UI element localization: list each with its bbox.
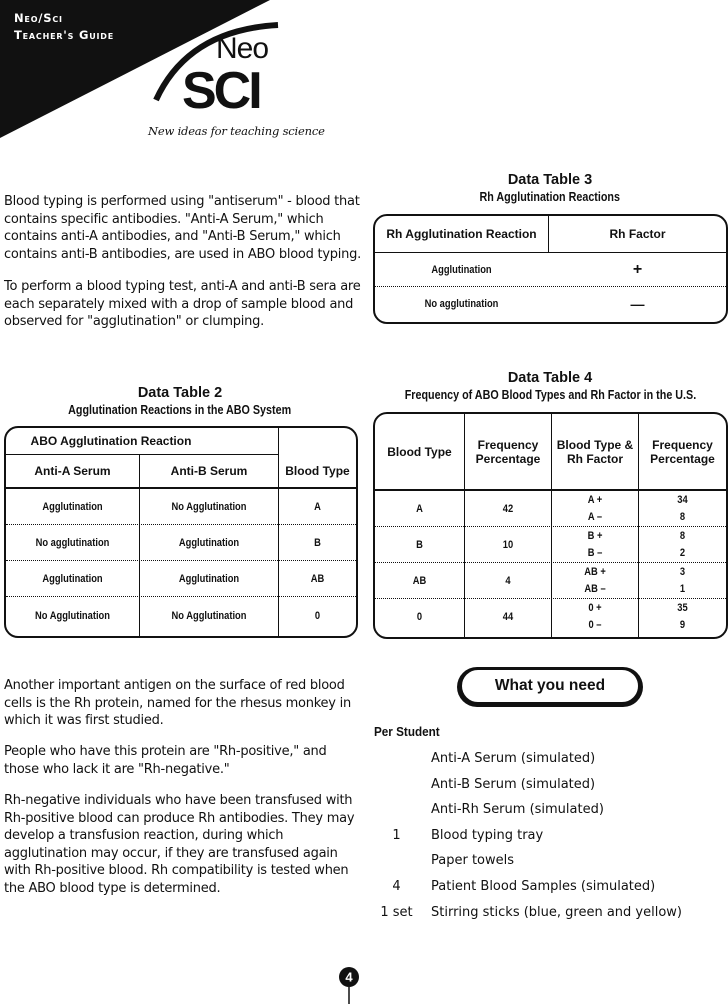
table3-cell: — — [630, 295, 645, 312]
table4-cell: 0 + — [588, 601, 602, 614]
page-number: 4 — [345, 969, 353, 985]
table3-subtitle: Rh Agglutination Reactions — [479, 190, 621, 204]
table2-cell: AB — [310, 572, 325, 585]
table4-header-blood-type-rh: Blood Type & Rh Factor — [556, 437, 634, 466]
table2-cell: Agglutination — [178, 572, 240, 585]
table3-cell: + — [632, 260, 643, 278]
brand-header — [14, 10, 114, 44]
material-qty: 1 — [392, 828, 401, 843]
table2-cell: A — [314, 500, 321, 513]
table4-cell: B + — [587, 529, 603, 542]
table2-cell: Agglutination — [42, 500, 103, 513]
table4-cell: 0 – — [588, 618, 602, 631]
material-name: Blood typing tray — [431, 828, 544, 843]
table4-cell: 2 — [679, 546, 686, 559]
logo-neo-text: Neo — [216, 32, 269, 65]
table2-cell: Agglutination — [178, 536, 240, 549]
table4-cell: 35 — [677, 601, 688, 614]
table4-cell: 8 — [679, 510, 686, 523]
table4-cell: AB – — [584, 582, 606, 595]
table4-cell: 1 — [679, 582, 686, 595]
brand-line-2: Teacher's Guide — [14, 28, 114, 42]
table4-cell: 9 — [679, 618, 686, 631]
table2-cell: B — [314, 536, 321, 549]
table2-header-anti-a: Anti-A Serum — [34, 464, 111, 478]
table2-cell: No agglutination — [35, 536, 110, 549]
neosci-logo — [148, 20, 298, 120]
table2-caption — [4, 385, 356, 419]
table4 — [373, 412, 728, 639]
table2-cell: No Agglutination — [35, 609, 110, 622]
table3 — [373, 214, 728, 324]
table3-header-factor: Rh Factor — [609, 227, 666, 241]
rh-paragraph-1: Another important antigen on the surface of red blood cells is the Rh protein, named for the rhesus monkey in which it was first studied. — [4, 678, 351, 729]
table2-cell: No Agglutination — [171, 609, 247, 622]
table4-cell: 4 — [505, 574, 511, 587]
table4-cell: AB — [412, 574, 427, 587]
table3-header-reaction: Rh Agglutination Reaction — [386, 227, 537, 241]
table4-cell: A – — [587, 510, 603, 523]
table4-cell: A — [416, 502, 423, 515]
material-name: Stirring sticks (blue, green and yellow) — [431, 905, 682, 920]
table2 — [4, 426, 358, 638]
material-name: Anti-Rh Serum (simulated) — [431, 802, 604, 817]
table3-title: Data Table 3 — [507, 172, 593, 188]
table2-header-anti-b: Anti-B Serum — [170, 464, 248, 478]
material-qty: 4 — [392, 879, 401, 894]
table4-title: Data Table 4 — [507, 370, 593, 386]
what-you-need-banner — [457, 667, 643, 707]
table4-cell: AB + — [584, 565, 606, 578]
table4-header-frequency-rh: Frequency Percentage — [650, 437, 715, 466]
material-name: Anti-A Serum (simulated) — [431, 751, 596, 766]
table4-cell: 34 — [677, 493, 688, 506]
tagline: New ideas for teaching science — [148, 124, 325, 138]
table3-caption — [372, 172, 728, 206]
table2-title: Data Table 2 — [137, 385, 223, 401]
table4-header-frequency: Frequency Percentage — [475, 437, 541, 466]
per-student-label: Per Student — [374, 724, 440, 739]
table4-subtitle: Frequency of ABO Blood Types and Rh Factor in the U.S. — [404, 388, 696, 402]
table4-cell: A + — [587, 493, 603, 506]
what-you-need-heading: What you need — [460, 668, 640, 704]
table3-cell: No agglutination — [424, 297, 499, 310]
table4-cell: 42 — [502, 502, 514, 515]
table4-cell: B — [416, 538, 423, 551]
table4-cell: 0 — [416, 611, 423, 623]
table2-cell: No Agglutination — [171, 500, 247, 513]
rh-paragraph-2: People who have this protein are "Rh-positive," and those who lack it are "Rh-negative." — [4, 744, 327, 777]
intro-paragraph-1: Blood typing is performed using "antiserum" - blood that contains specific antibodies. "Anti-A Serum," which contains anti-A antibodies, and "Anti-B Serum," which contains anti-B antibodies, are used in ABO blood typing. — [4, 194, 362, 262]
material-name: Patient Blood Samples (simulated) — [431, 879, 656, 894]
logo-sci-text: SCI — [182, 62, 260, 120]
table3-cell: Agglutination — [431, 263, 492, 276]
table2-cell: Agglutination — [42, 572, 103, 585]
material-qty: 1 set — [380, 905, 413, 920]
table2-subtitle: Agglutination Reactions in the ABO System — [68, 403, 292, 417]
intro-paragraph-2: To perform a blood typing test, anti-A and anti-B sera are each separately mixed with a drop of sample blood and observed for "agglutination" or clumping. — [4, 279, 361, 330]
page-number-marker — [337, 966, 361, 1006]
material-name: Paper towels — [431, 853, 515, 868]
table4-cell: 10 — [502, 538, 514, 551]
table2-header-blood-type: Blood Type — [285, 464, 350, 478]
rh-paragraph-3: Rh-negative individuals who have been transfused with Rh-positive blood can produce Rh antibodies. They may develop a transfusion reaction, during which agglutination may occur, if they are transfused again with Rh-positive blood. Rh compatibility is tested when the ABO blood type is determined. — [4, 793, 355, 896]
table2-cell: 0 — [314, 609, 321, 622]
table4-cell: B – — [587, 546, 603, 559]
table4-cell: 44 — [502, 611, 514, 623]
table4-cell: 3 — [679, 565, 686, 578]
table4-caption — [372, 370, 728, 404]
table4-header-blood-type: Blood Type — [387, 444, 452, 459]
table2-group-header: ABO Agglutination Reaction — [30, 434, 192, 448]
brand-line-1: Neo/Sci — [14, 11, 63, 25]
material-name: Anti-B Serum (simulated) — [431, 777, 596, 792]
table4-cell: 8 — [679, 529, 686, 542]
